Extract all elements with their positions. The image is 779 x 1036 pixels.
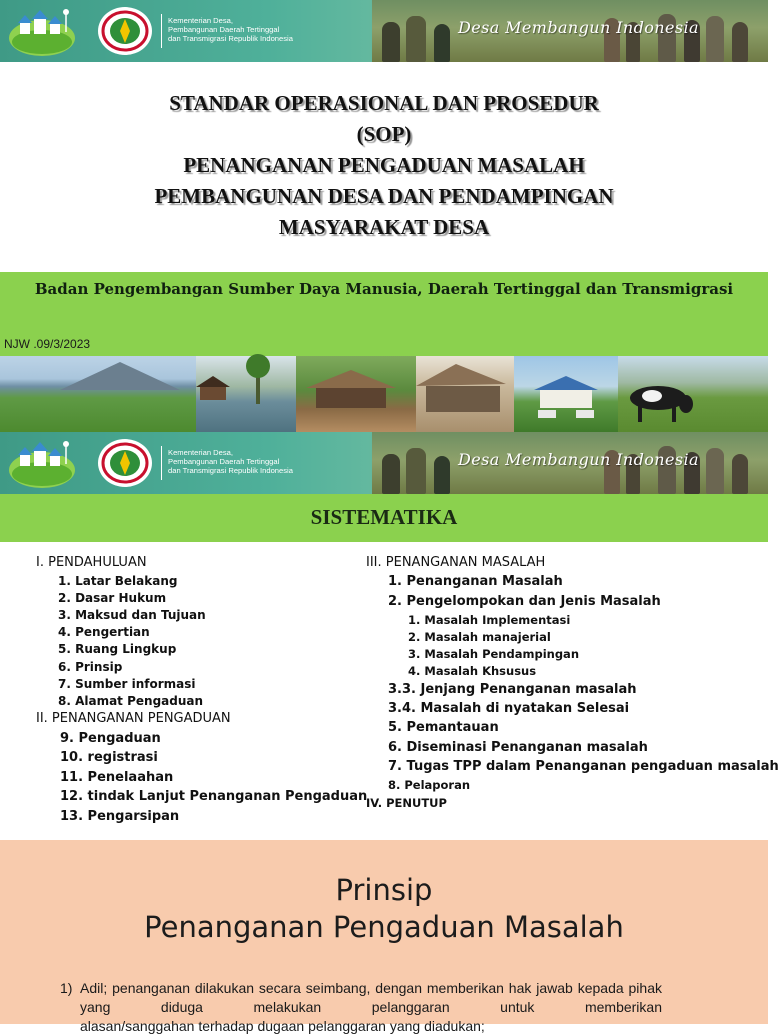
title-line: (SOP) xyxy=(356,122,412,146)
toc-item: 1. Penanganan Masalah xyxy=(388,574,563,589)
toc-section-heading: IV. PENUTUP xyxy=(366,796,447,810)
toc-item: 7. Tugas TPP dalam Penanganan pengaduan masalah xyxy=(388,759,779,774)
village-photo-strip xyxy=(0,356,768,432)
village-office-photo xyxy=(514,356,618,432)
ministry-line: Kementerian Desa, xyxy=(168,448,234,457)
banner-divider xyxy=(161,14,162,48)
toc-section-heading: III. PENANGANAN MASALAH xyxy=(366,555,546,570)
ministry-name xyxy=(168,16,293,43)
toc-item: 9. Pengaduan xyxy=(60,731,161,746)
ministry-name xyxy=(168,448,293,475)
toc-item: 8. Pelaporan xyxy=(388,778,471,792)
toc-item: 10. registrasi xyxy=(60,750,158,765)
village-emblem-logo xyxy=(6,436,78,490)
toc-subitem: 3. Masalah Pendampingan xyxy=(408,647,580,661)
toc-item: 8. Alamat Pengaduan xyxy=(58,694,204,708)
ministry-line: dan Transmigrasi Republik Indonesia xyxy=(168,34,293,43)
cattle-pasture-photo xyxy=(618,356,768,432)
village-market-photo xyxy=(416,356,514,432)
banner-slogan: Desa Membangun Indonesia xyxy=(458,450,699,469)
ministry-seal-logo xyxy=(97,6,153,56)
toc-item: 7. Sumber informasi xyxy=(58,677,196,691)
header-banner-1 xyxy=(0,0,768,62)
toc-section-heading: II. PENANGANAN PENGADUAN xyxy=(36,711,231,726)
toc-item: 1. Latar Belakang xyxy=(58,574,178,588)
toc-item: 6. Diseminasi Penanganan masalah xyxy=(388,740,648,755)
title-line: MASYARAKAT DESA xyxy=(278,215,490,239)
ministry-line: dan Transmigrasi Republik Indonesia xyxy=(168,466,293,475)
ministry-line: Pembangunan Daerah Tertinggal xyxy=(168,457,280,466)
prinsip-title xyxy=(0,872,768,946)
header-banner-2 xyxy=(0,432,768,494)
village-emblem-logo xyxy=(6,4,78,58)
toc-item: 3.3. Jenjang Penanganan masalah xyxy=(388,682,637,697)
toc-item: 13. Pengarsipan xyxy=(60,809,180,824)
title-line: STANDAR OPERASIONAL DAN PROSEDUR xyxy=(169,91,599,115)
toc-item: 12. tindak Lanjut Penanganan Pengaduan xyxy=(60,789,368,804)
sistematika-title: SISTEMATIKA xyxy=(310,505,458,529)
point-text: Adil; penanganan dilakukan secara seimbang, dengan memberikan hak jawab kepada pihak yang diduga melakukan pelanggaran untuk memberikan xyxy=(80,980,662,1015)
toc-item: 3. Maksud dan Tujuan xyxy=(58,608,206,622)
ministry-seal-logo xyxy=(97,438,153,488)
point-number: 1) xyxy=(60,980,73,996)
principle-point xyxy=(60,979,662,1036)
ministry-line: Pembangunan Daerah Tertinggal xyxy=(168,25,280,34)
toc-subitem: 4. Masalah Khsusus xyxy=(408,664,537,678)
thatched-hut-photo xyxy=(296,356,416,432)
sop-title xyxy=(0,88,768,243)
toc-item: 4. Pengertian xyxy=(58,625,150,639)
toc-item: 5. Ruang Lingkup xyxy=(58,642,177,656)
toc-item: 2. Dasar Hukum xyxy=(58,591,167,605)
toc-item: 6. Prinsip xyxy=(58,660,123,674)
banner-divider xyxy=(161,446,162,480)
document-code: NJW .09/3/2023 xyxy=(4,337,91,351)
toc-subitem: 1. Masalah Implementasi xyxy=(408,613,571,627)
point-text-continued: alasan/sanggahan terhadap dugaan pelanggaran yang diadukan; xyxy=(80,1018,485,1034)
rice-field-photo xyxy=(0,356,196,432)
prinsip-title-line: Prinsip xyxy=(335,873,433,907)
title-line: PENANGANAN PENGADUAN MASALAH xyxy=(183,153,585,177)
toc-item: 5. Pemantauan xyxy=(388,720,499,735)
banner-slogan: Desa Membangun Indonesia xyxy=(458,18,699,37)
toc-section-heading: I. PENDAHULUAN xyxy=(36,555,147,570)
toc-item: 3.4. Masalah di nyatakan Selesai xyxy=(388,701,630,716)
riverside-houses-photo xyxy=(196,356,296,432)
toc-item: 11. Penelaahan xyxy=(60,770,174,785)
title-line: PEMBANGUNAN DESA DAN PENDAMPINGAN xyxy=(154,184,614,208)
toc-subitem: 2. Masalah manajerial xyxy=(408,630,551,644)
prinsip-title-line: Penanganan Pengaduan Masalah xyxy=(144,910,624,944)
agency-name: Badan Pengembangan Sumber Daya Manusia, Daerah Tertinggal dan Transmigrasi xyxy=(34,280,734,298)
ministry-line: Kementerian Desa, xyxy=(168,16,234,25)
toc-item: 2. Pengelompokan dan Jenis Masalah xyxy=(388,594,661,609)
